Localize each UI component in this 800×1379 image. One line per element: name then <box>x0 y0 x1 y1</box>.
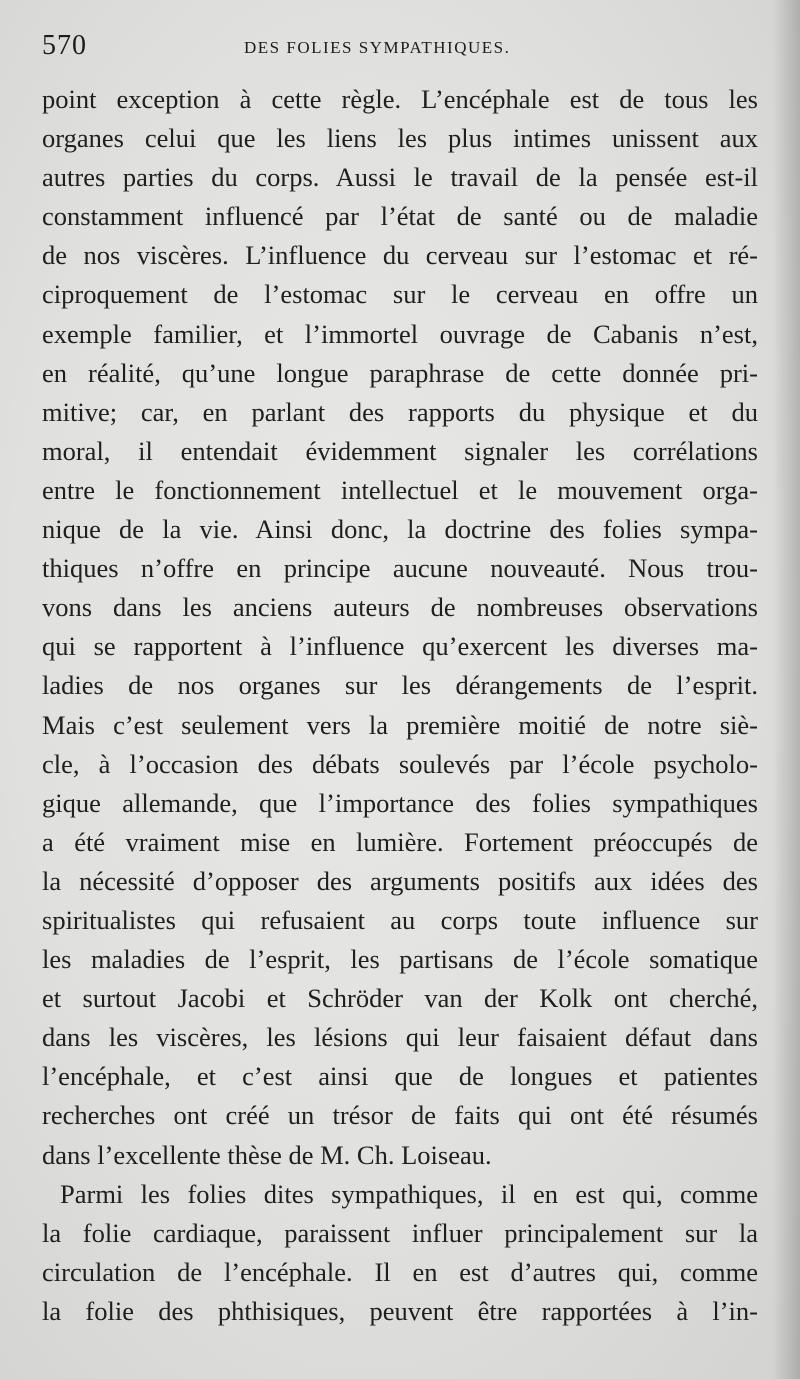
text-line: thiques n’offre en principe aucune nouveauté. Nous trou- <box>42 553 758 584</box>
text-line-paragraph-start: Parmi les folies dites sympathiques, il en est qui, comme <box>60 1178 758 1209</box>
text-line: Mais c’est seulement vers la première moitié de notre siè- <box>42 709 758 740</box>
text-line: moral, il entendait évidemment signaler les corrélations <box>42 435 758 466</box>
text-line: cle, à l’occasion des débats soulevés par l’école psycholo- <box>42 748 758 779</box>
text-line: la folie cardiaque, paraissent influer principalement sur la <box>42 1217 758 1248</box>
text-line: a été vraiment mise en lumière. Fortement préoccupés de <box>42 826 758 857</box>
text-line: dans les viscères, les lésions qui leur faisaient défaut dans <box>42 1022 758 1053</box>
text-line: circulation de l’encéphale. Il en est d’autres qui, comme <box>42 1256 758 1287</box>
text-line: mitive; car, en parlant des rapports du physique et du <box>42 396 758 427</box>
text-line: l’encéphale, et c’est ainsi que de longues et patientes <box>42 1061 758 1092</box>
text-line: de nos viscères. L’influence du cerveau sur l’estomac et ré- <box>42 240 758 271</box>
text-line: ciproquement de l’estomac sur le cerveau en offre un <box>42 279 758 310</box>
text-line: organes celui que les liens les plus intimes unissent aux <box>42 123 758 154</box>
text-line: qui se rapportent à l’influence qu’exercent les diverses ma- <box>42 631 758 662</box>
page-edge-shadow <box>772 0 800 1379</box>
running-title: DES FOLIES SYMPATHIQUES. <box>244 38 511 57</box>
text-line: exemple familier, et l’immortel ouvrage de Cabanis n’est, <box>42 318 758 349</box>
body-text <box>42 80 758 1331</box>
text-line: spiritualistes qui refusaient au corps toute influence sur <box>42 904 758 935</box>
page-number: 570 <box>42 30 87 61</box>
text-line: point exception à cette règle. L’encéphale est de tous les <box>42 84 758 114</box>
text-line: nique de la vie. Ainsi donc, la doctrine des folies sympa- <box>42 514 758 545</box>
text-line: recherches ont créé un trésor de faits qui ont été résumés <box>42 1100 758 1131</box>
text-line: en réalité, qu’une longue paraphrase de cette donnée pri- <box>42 357 758 388</box>
text-line: et surtout Jacobi et Schröder van der Kolk ont cherché, <box>42 983 758 1014</box>
text-line: les maladies de l’esprit, les partisans de l’école somatique <box>42 944 758 975</box>
text-line: la folie des phthisiques, peuvent être rapportées à l’in- <box>42 1295 758 1326</box>
text-line: gique allemande, que l’importance des folies sympathiques <box>42 787 758 818</box>
text-line: entre le fonctionnement intellectuel et le mouvement orga- <box>42 474 758 505</box>
text-line: constamment influencé par l’état de santé ou de maladie <box>42 201 758 232</box>
text-line: vons dans les anciens auteurs de nombreuses observations <box>42 592 758 623</box>
text-line: ladies de nos organes sur les dérangements de l’esprit. <box>42 670 758 701</box>
text-line: la nécessité d’opposer des arguments positifs aux idées des <box>42 865 758 896</box>
page-header <box>42 30 758 70</box>
text-line: autres parties du corps. Aussi le travail de la pensée est-il <box>42 162 758 193</box>
text-line-paragraph-end: dans l’excellente thèse de M. Ch. Loiseau. <box>42 1139 492 1170</box>
